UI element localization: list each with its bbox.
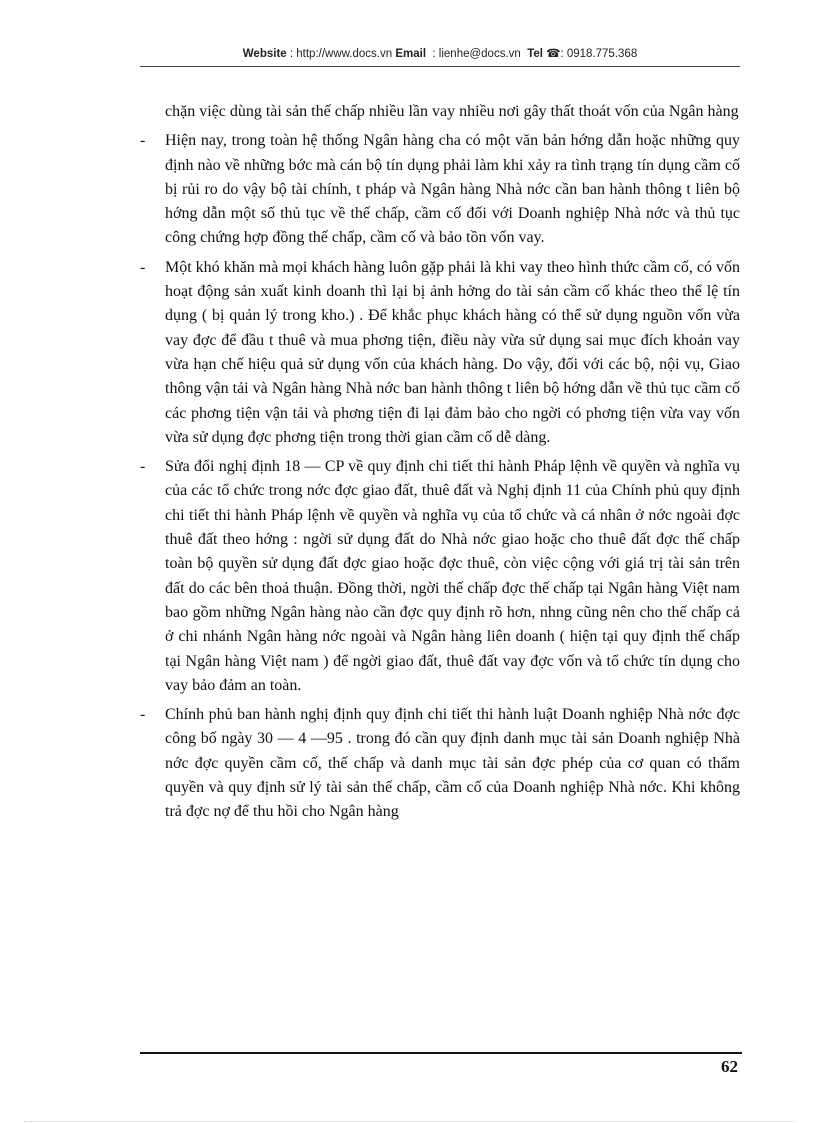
paragraph-text: Hiện nay, trong toàn hệ thống Ngân hàng cha có một văn bản hớng dẫn hoặc những quy định nào về những bớc mà cán bộ tín dụng phải làm khi xảy ra tình trạng tín dụng cầm cố bị rủi ro do vậy bộ tài chính, t pháp và Ngân hàng Nhà nớc cần ban hành thông t liên bộ hớng dẫn một số thủ tục về thế chấp, cầm cố đối với Doanh nghiệp Nhà nớc và thủ tục công chứng hợp đồng thế chấp, cầm cố và bảo tồn vốn vay. xyxy=(165,132,740,247)
header-divider xyxy=(140,66,740,67)
page-header xyxy=(140,46,740,66)
paragraph-text: chặn việc dùng tài sản thế chấp nhiều lần vay nhiều nơi gây thất thoát vốn của Ngân hàng xyxy=(165,103,739,120)
website-value: : http://www.docs.vn xyxy=(286,48,396,60)
bullet-dash: - xyxy=(140,706,146,724)
bullet-paragraph xyxy=(140,703,740,824)
tel-value: ☎: 0918.775.368 xyxy=(542,48,638,60)
paragraph-text: Sửa đổi nghị định 18 — CP về quy định chi tiết thi hành Pháp lệnh về quyền và nghĩa vụ của các tổ chức trong nớc đợc giao đất, thuê đất và Nghị định 11 của Chính phủ quy định chi tiết thi hành Pháp lệnh về quyền và nghĩa vụ của tổ chức và cá nhân ở nớc ngoài đợc thuê đất theo hớng : ngời sử dụng đất do Nhà nớc giao hoặc cho thuê đất đợc thế chấp toàn bộ quyền sử dụng đất đợc giao hoặc đợc thuê, còn việc cộng với giá trị tài sản trên đất do các bên thoả thuận. Đồng thời, ngời thế chấp đợc thế chấp tại Ngân hàng Việt nam bao gồm những Ngân hàng nào cần đợc quy định rõ hơn, nhng cũng nên cho thế chấp cả ở chi nhánh Ngân hàng nớc ngoài và Ngân hàng liên doanh ( hiện tại quy định thế chấp tại Ngân hàng Việt nam ) để ngời giao đất, thuê đất vay đợc vốn và tổ chức tín dụng cho vay bảo đảm an toàn. xyxy=(165,458,740,694)
email-value: : lienhe@docs.vn xyxy=(426,48,528,60)
page-number: 62 xyxy=(721,1057,738,1076)
website-label: Website xyxy=(242,48,287,60)
tel-label: Tel xyxy=(527,48,543,60)
bullet-dash: - xyxy=(140,132,146,150)
bullet-dash: - xyxy=(140,258,146,276)
bullet-paragraph xyxy=(140,455,740,698)
bullet-dash: - xyxy=(140,458,146,476)
bullet-paragraph xyxy=(140,256,740,450)
paragraph-continuation xyxy=(140,100,740,124)
footer-divider xyxy=(140,1052,742,1054)
paragraph-text: Chính phủ ban hành nghị định quy định chi tiết thi hành luật Doanh nghiệp Nhà nớc đợc công bố ngày 30 — 4 —95 . trong đó cần quy định danh mục tài sản Doanh nghiệp Nhà nớc đợc quyền cầm cố, thế chấp và danh mục tài sản đợc phép của cơ quan có thẩm quyền và quy định sử lý tài sản thế chấp, cầm cố của Doanh nghiệp Nhà nớc. Khi không trả đợc nợ để thu hồi cho Ngân hàng xyxy=(165,706,740,821)
document-body xyxy=(140,100,740,825)
email-label: Email xyxy=(395,48,427,60)
bullet-paragraph xyxy=(140,129,740,250)
page-edge-divider xyxy=(24,1121,794,1122)
paragraph-text: Một khó khăn mà mọi khách hàng luôn gặp phải là khi vay theo hình thức cầm cố, có vốn hoạt động sản xuất kinh doanh thì lại bị ảnh hởng do tài sản cầm cố khác theo thể lệ tín dụng ( bị quản lý trong kho.) . Để khắc phục khách hàng có thể sử dụng nguồn vốn vừa vay đợc để đầu t thuê và mua phơng tiện, điều này vừa sử dụng sai mục đích khoản vay vừa hạn chế hiệu quả sử dụng vốn của khách hàng. Do vậy, đối với các bộ, nội vụ, Giao thông vận tải và Ngân hàng Nhà nớc ban hành thông t liên bộ hớng dẫn về thủ tục cầm cố các phơng tiện vận tải và phơng tiện đi lại đảm bảo cho ngời có phơng tiện vừa vay vốn vừa sử dụng đợc phơng tiện trong thời gian cầm cố dễ dàng. xyxy=(165,258,740,446)
